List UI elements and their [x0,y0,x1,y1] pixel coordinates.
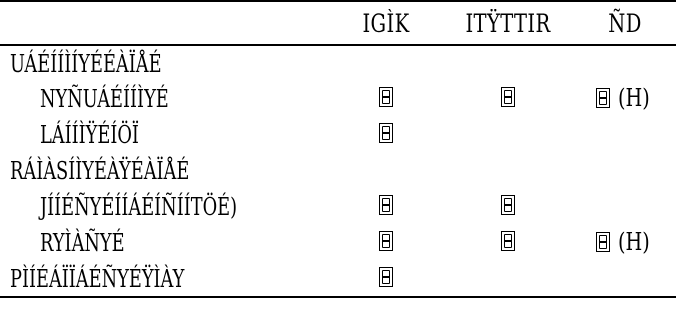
table-cell-col-1 [330,81,442,117]
missing-glyph-icon [379,231,393,251]
header-col-2: ITŸTTIR [457,1,560,45]
missing-glyph-icon [379,123,393,143]
header-col-1: IGÌK [342,1,429,45]
table-cell-col-2 [442,81,574,117]
table-cell-col-2 [442,189,574,225]
cell-content [379,195,393,215]
missing-glyph-icon [379,195,393,215]
table-cell-col-1 [330,225,442,261]
missing-glyph-icon [501,195,515,215]
header-col-3: ÑD [585,1,665,45]
table-cell-col-3 [574,153,676,189]
row-label-text: UÁÉÍÍÌÍYÉÉÀÏÅÉ [10,49,162,78]
cell-content [501,231,515,251]
cell-content [379,123,393,143]
table-cell-col-3 [574,81,676,117]
table-cell-col-2 [442,153,574,189]
missing-glyph-icon [379,87,393,107]
table-row [0,45,676,81]
row-group-label [0,261,330,297]
missing-glyph-icon [379,267,393,287]
row-group-label [0,45,330,81]
header-row [0,1,676,45]
table-cell-col-3 [574,261,676,297]
cell-content [501,87,515,107]
table-cell-col-1 [330,117,442,153]
table-row [0,81,676,117]
row-label-text: RYÌÀÑYÉ [40,229,125,257]
table-row [0,117,676,153]
cell-content [501,195,515,215]
row-label-text: NYÑUÁÉÍÍÌYÉ [40,85,169,113]
row-sub-label [0,81,330,117]
table-row [0,153,676,189]
row-sub-label [0,117,330,153]
table-body [0,45,676,297]
table-header [0,1,676,45]
cell-content [379,267,393,287]
row-label-text: PÌÍÉÁÏÏÁÉÑYÉŸÌÀY [10,264,185,293]
missing-glyph-icon [596,88,610,108]
cell-content [379,87,393,107]
missing-glyph-icon [596,232,610,252]
cell-content [379,231,393,251]
row-label-text: LÁÍÍÌŸÉÍÖÏ [40,121,139,149]
table-cell-col-3 [574,189,676,225]
missing-glyph-icon [501,87,515,107]
table-cell-col-1 [330,45,442,81]
table-cell-col-2 [442,225,574,261]
table-row [0,261,676,297]
cell-content [596,228,654,256]
table-row [0,225,676,261]
table-cell-col-2 [442,261,574,297]
row-label-text: JÍÍÉÑYÉÍÍÁÉÍÑÍÍTÖÉ) [40,193,238,221]
table-cell-col-3 [574,117,676,153]
row-sub-label [0,225,330,261]
row-sub-label [0,189,330,225]
table-cell-col-3 [574,225,676,261]
table-row [0,189,676,225]
cell-note: (H) [618,84,650,112]
table-cell-col-2 [442,117,574,153]
table-cell-col-1 [330,261,442,297]
missing-glyph-icon [501,231,515,251]
row-group-label [0,153,330,189]
table-cell-col-1 [330,153,442,189]
header-row-label [36,1,293,45]
table-cell-col-2 [442,45,574,81]
row-label-text: RÁÌÀSÍÌYÉÀŸÉÀÏÅÉ [10,157,190,185]
cell-note: (H) [618,228,650,256]
table-cell-col-1 [330,189,442,225]
cell-content [596,84,654,112]
table-cell-col-3 [574,45,676,81]
